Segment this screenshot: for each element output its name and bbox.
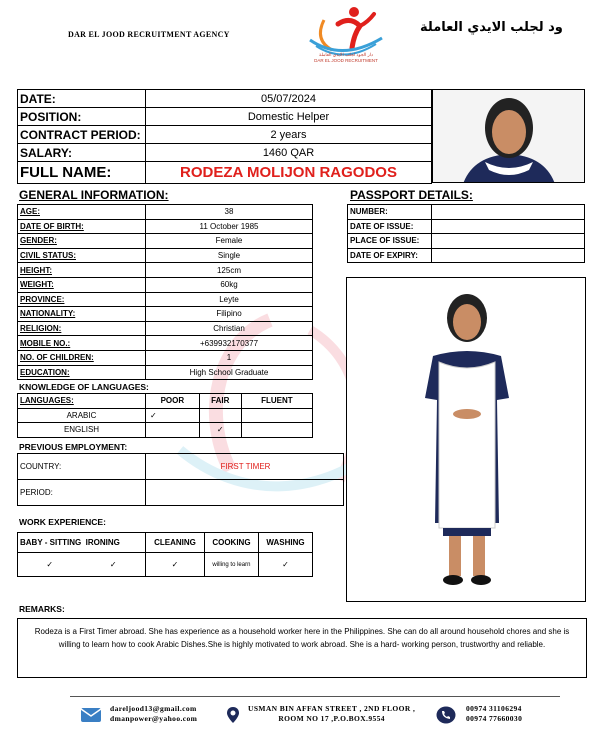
logo-caption xyxy=(300,52,392,63)
passport-title: PASSPORT DETAILS: xyxy=(350,188,473,202)
passport-expiry-value xyxy=(432,248,585,263)
country-label: COUNTRY: xyxy=(18,454,146,480)
position-value: Domestic Helper xyxy=(146,108,432,126)
contract-value: 2 years xyxy=(146,126,432,144)
english-fair-check: ✓ xyxy=(199,423,241,438)
footer-phones xyxy=(466,704,522,724)
height-label: HEIGHT: xyxy=(18,263,146,278)
weight-label: WEIGHT: xyxy=(18,277,146,292)
children-value: 1 xyxy=(146,350,313,365)
languages-table xyxy=(17,393,313,438)
gender-value: Female xyxy=(146,234,313,249)
weight-value: 60kg xyxy=(146,277,313,292)
contract-label: CONTRACT PERIOD: xyxy=(18,126,146,144)
phone-icon xyxy=(436,706,456,724)
mobile-value: +639932170377 xyxy=(146,336,313,351)
date-label: DATE: xyxy=(18,90,146,108)
salary-value: 1460 QAR xyxy=(146,144,432,162)
footer-emails xyxy=(110,704,197,724)
babysitting-check: ✓ xyxy=(18,553,82,577)
work-experience-table xyxy=(17,532,313,577)
ironing-check: ✓ xyxy=(82,553,146,577)
footer-address xyxy=(248,704,415,724)
age-label: AGE: xyxy=(18,205,146,220)
phone-secondary[interactable]: 00974 77660030 xyxy=(466,714,523,723)
logo-caption-en: DAR EL JOOD RECRUITMENT xyxy=(314,57,378,63)
mobile-label: MOBILE NO.: xyxy=(18,336,146,351)
passport-issue-date-value xyxy=(432,219,585,234)
work-col-babysitting: BABY - SITTING xyxy=(20,538,82,547)
general-info-title: GENERAL INFORMATION: xyxy=(19,188,169,202)
lang-col-languages: LANGUAGES: xyxy=(18,394,146,409)
headshot-photo xyxy=(432,89,585,183)
nationality-value: Filipino xyxy=(146,307,313,322)
languages-title: KNOWLEDGE OF LANGUAGES: xyxy=(19,382,149,392)
dob-value: 11 October 1985 xyxy=(146,219,313,234)
english-fluent-check xyxy=(241,423,312,438)
email-secondary[interactable]: dmanpower@yahoo.com xyxy=(110,714,198,723)
period-label: PERIOD: xyxy=(18,480,146,506)
full-name-value: RODEZA MOLIJON RAGODOS xyxy=(146,162,432,184)
education-value: High School Graduate xyxy=(146,365,313,380)
agency-name-ar: ود لجلب الايدي العاملة xyxy=(420,20,563,35)
washing-check: ✓ xyxy=(258,553,312,577)
period-value xyxy=(146,480,344,506)
passport-number-value xyxy=(432,205,585,220)
phone-primary[interactable]: 00974 31106294 xyxy=(466,704,522,713)
work-experience-title: WORK EXPERIENCE: xyxy=(19,517,106,527)
lang-col-poor: POOR xyxy=(146,394,200,409)
address-line-1: USMAN BIN AFFAN STREET , 2ND FLOOR , xyxy=(248,704,416,713)
full-name-label: FULL NAME: xyxy=(18,162,146,184)
agency-name-en: DAR EL JOOD RECRUITMENT AGENCY xyxy=(68,30,230,39)
previous-employment-table xyxy=(17,453,344,506)
salary-label: SALARY: xyxy=(18,144,146,162)
country-value: FIRST TIMER xyxy=(146,454,344,480)
address-line-2: ROOM NO 17 ,P.O.BOX.9554 xyxy=(278,714,385,723)
location-pin-icon xyxy=(226,706,240,724)
children-label: NO. OF CHILDREN: xyxy=(18,350,146,365)
previous-employment-title: PREVIOUS EMPLOYMENT: xyxy=(19,442,128,452)
nationality-label: NATIONALITY: xyxy=(18,307,146,322)
dob-label: DATE OF BIRTH: xyxy=(18,219,146,234)
religion-value: Christian xyxy=(146,321,313,336)
age-value: 38 xyxy=(146,205,313,220)
passport-table xyxy=(347,204,585,263)
province-label: PROVINCE: xyxy=(18,292,146,307)
arabic-poor-check: ✓ xyxy=(146,408,200,423)
work-col-washing: WASHING xyxy=(258,533,312,553)
remarks-text: Rodeza is a First Timer abroad. She has experience as a household worker here in the Philippines. She can do all around household chores and she is willing to learn how to cook Arabic Dishes.She is highly motivated to work abroad. She is a hard- working person, trustworthy and reliable. xyxy=(17,618,587,678)
religion-label: RELIGION: xyxy=(18,321,146,336)
arabic-fluent-check xyxy=(241,408,312,423)
main-info-table xyxy=(17,89,432,184)
lang-col-fluent: FLUENT xyxy=(241,394,312,409)
civil-status-label: CIVIL STATUS: xyxy=(18,248,146,263)
passport-issue-date-label: DATE OF ISSUE: xyxy=(348,219,432,234)
lang-name-arabic: ARABIC xyxy=(18,408,146,423)
education-label: EDUCATION: xyxy=(18,365,146,380)
passport-issue-place-label: PLACE OF ISSUE: xyxy=(348,234,432,249)
full-body-photo xyxy=(346,277,586,602)
work-col-ironing: IRONING xyxy=(85,538,120,547)
lang-name-english: ENGLISH xyxy=(18,423,146,438)
position-label: POSITION: xyxy=(18,108,146,126)
remarks-title: REMARKS: xyxy=(19,604,65,614)
email-primary[interactable]: dareljood13@gmail.com xyxy=(110,704,197,713)
cooking-value: willing to learn xyxy=(204,553,258,577)
work-col-babysitting-ironing xyxy=(18,533,146,553)
email-icon xyxy=(80,706,102,724)
civil-status-value: Single xyxy=(146,248,313,263)
cleaning-check: ✓ xyxy=(146,553,205,577)
gender-label: GENDER: xyxy=(18,234,146,249)
passport-issue-place-value xyxy=(432,234,585,249)
arabic-fair-check xyxy=(199,408,241,423)
footer-divider xyxy=(70,696,560,697)
logo-caption-ar: دار الجود لجلب الايدي العاملة xyxy=(319,52,373,57)
general-info-table xyxy=(17,204,313,380)
work-col-cleaning: CLEANING xyxy=(146,533,205,553)
date-value: 05/07/2024 xyxy=(146,90,432,108)
work-col-cooking: COOKING xyxy=(204,533,258,553)
lang-col-fair: FAIR xyxy=(199,394,241,409)
english-poor-check xyxy=(146,423,200,438)
passport-number-label: NUMBER: xyxy=(348,205,432,220)
province-value: Leyte xyxy=(146,292,313,307)
height-value: 125cm xyxy=(146,263,313,278)
passport-expiry-label: DATE OF EXPIRY: xyxy=(348,248,432,263)
